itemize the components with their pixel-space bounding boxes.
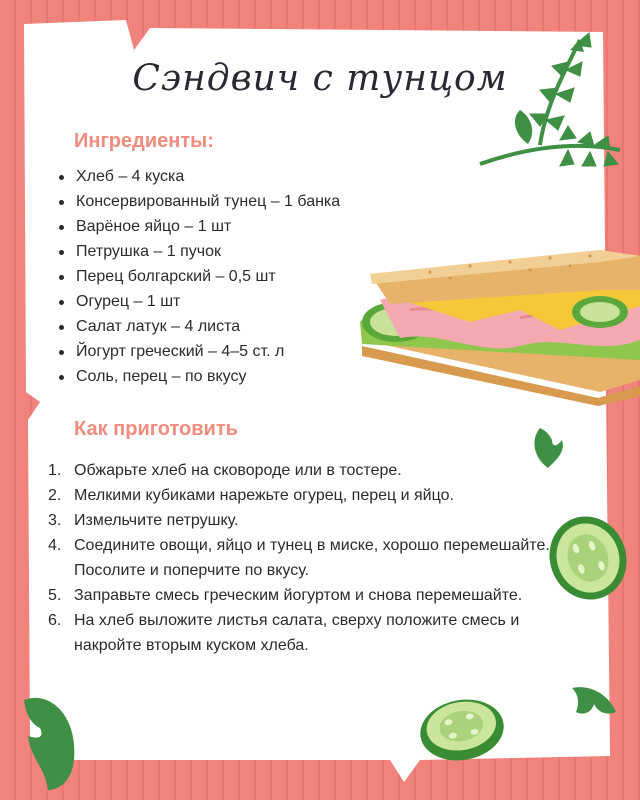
list-item: Соль, перец – по вкусу xyxy=(58,364,340,389)
step-item xyxy=(48,533,588,583)
step-number: 1. xyxy=(48,462,62,479)
list-item: Перец болгарский – 0,5 шт xyxy=(58,264,340,289)
list-item: Петрушка – 1 пучок xyxy=(58,239,340,264)
step-number: 4. xyxy=(48,537,62,554)
list-item: Салат латук – 4 листа xyxy=(58,314,340,339)
ingredients-list xyxy=(58,164,340,389)
recipe-title: Сэндвич с тунцом xyxy=(132,58,508,99)
list-item: Хлеб – 4 куска xyxy=(58,164,340,189)
step-text: Обжарьте хлеб на сковороде или в тостере. xyxy=(74,462,402,479)
steps-list xyxy=(48,458,588,658)
step-number: 5. xyxy=(48,587,62,604)
ingredients-heading: Ингредиенты: xyxy=(74,130,214,152)
step-number: 3. xyxy=(48,512,62,529)
list-item: Консервированный тунец – 1 банка xyxy=(58,189,340,214)
step-item xyxy=(48,508,588,533)
step-number: 2. xyxy=(48,487,62,504)
step-text: Мелкими кубиками нарежьте огурец, перец и яйцо. xyxy=(74,487,454,504)
step-text: Измельчите петрушку. xyxy=(74,512,239,529)
step-item xyxy=(48,458,588,483)
steps-heading: Как приготовить xyxy=(74,418,238,440)
step-number: 6. xyxy=(48,612,62,629)
list-item: Йогурт греческий – 4–5 ст. л xyxy=(58,339,340,364)
step-item xyxy=(48,583,588,608)
step-text: Заправьте смесь греческим йогуртом и снова перемешайте. xyxy=(74,587,523,604)
step-item xyxy=(48,608,588,658)
list-item: Варёное яйцо – 1 шт xyxy=(58,214,340,239)
step-text: Соедините овощи, яйцо и тунец в миске, хорошо перемешайте. Посолите и поперчите по вкусу. xyxy=(74,537,550,579)
step-text: На хлеб выложите листья салата, сверху положите смесь и накройте вторым куском хлеба. xyxy=(74,612,520,654)
list-item: Огурец – 1 шт xyxy=(58,289,340,314)
step-item xyxy=(48,483,588,508)
